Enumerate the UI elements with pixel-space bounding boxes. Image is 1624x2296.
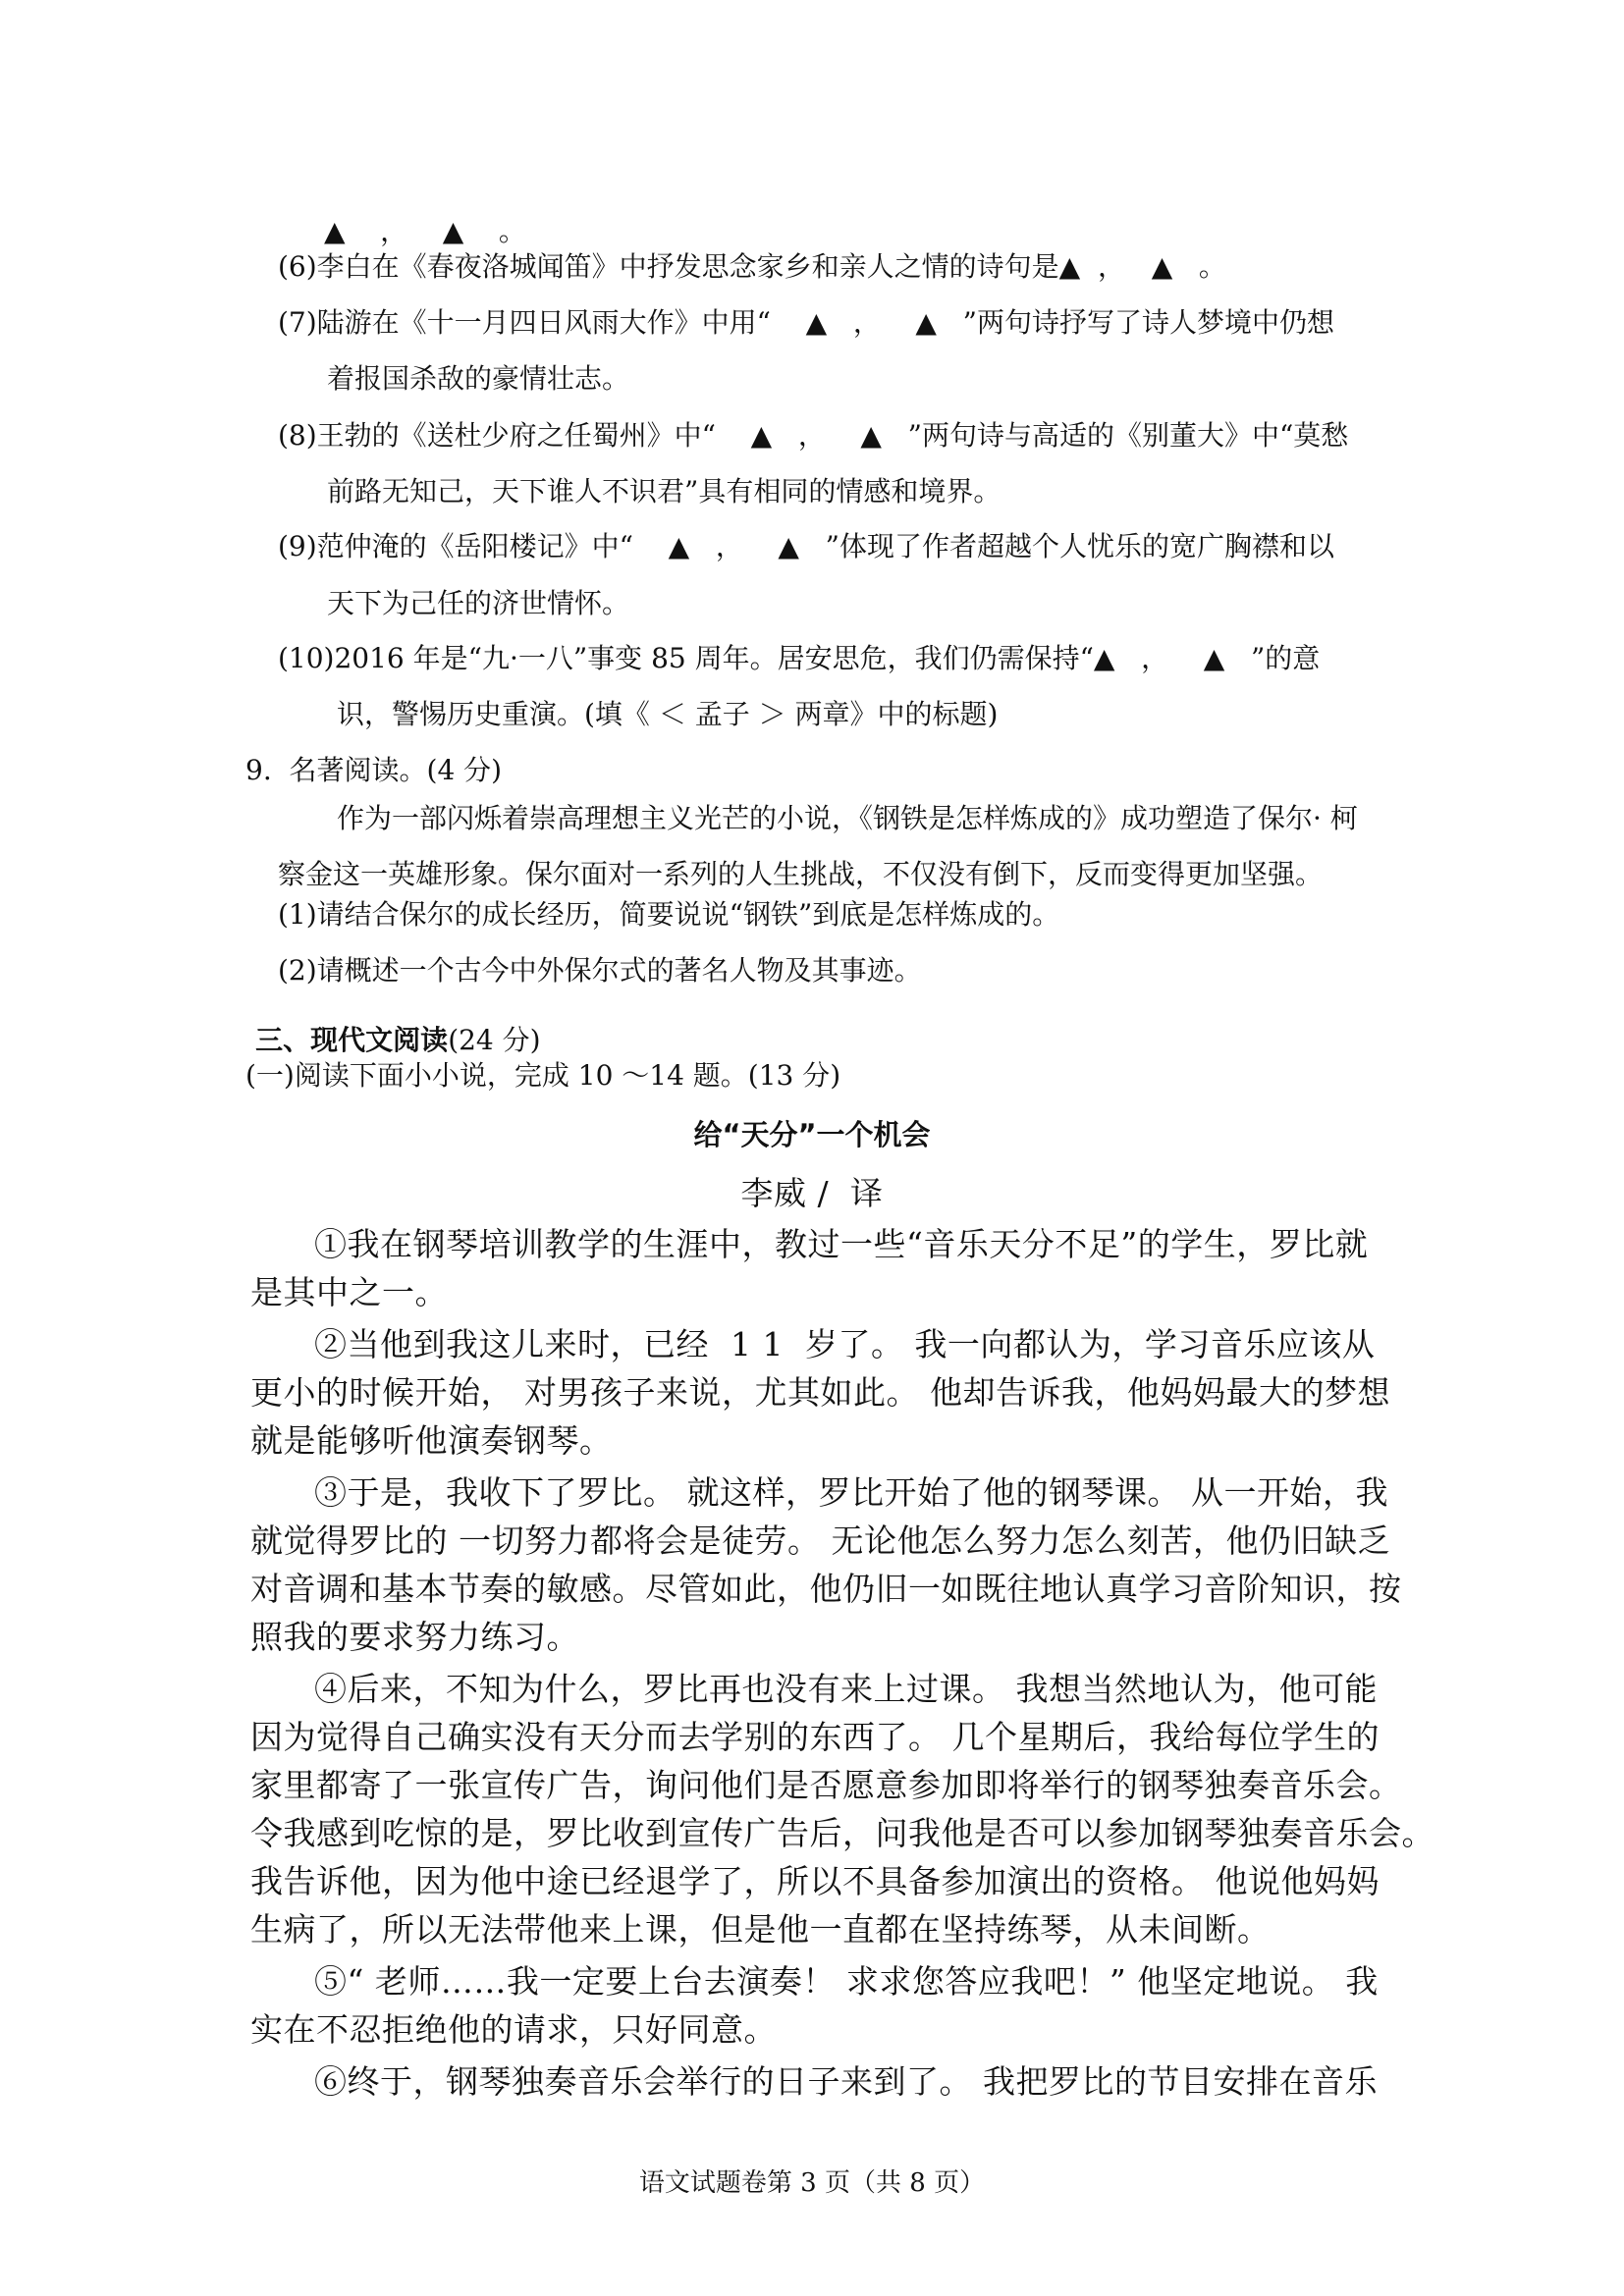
story-line: ⑤“ 老师……我一定要上台去演奏！ 求求您答应我吧！” 他坚定地说。 我: [314, 1962, 1379, 2001]
story-byline: 李威 / 译: [740, 1174, 884, 1212]
story-line: 更小的时候开始， 对男孩子来说，尤其如此。 他却告诉我，他妈妈最大的梦想: [250, 1373, 1390, 1412]
story-line: ③于是，我收下了罗比。 就这样，罗比开始了他的钢琴课。 从一开始，我: [314, 1473, 1388, 1512]
question-7-line-1: (7)陆游在《十一月四日风雨大作》中用“ ▲ ， ▲ ”两句诗抒写了诗人梦境中仍想: [278, 306, 1334, 339]
question-9-line-1: (9)范仲淹的《岳阳楼记》中“ ▲ ， ▲ ”体现了作者超越个人忧乐的宽广胸襟和以: [278, 530, 1334, 562]
mingzhu-intro-line-1: 作为一部闪烁着崇高理想主义光芒的小说，《钢铁是怎样炼成的》成功塑造了保尔· 柯: [337, 802, 1358, 834]
story-line: 生病了，所以无法带他来上课，但是他一直都在坚持练琴，从未间断。: [250, 1910, 1271, 1949]
story-line: 对音调和基本节奏的敏感。尽管如此，他仍旧一如既往地认真学习音阶知识，按: [250, 1570, 1402, 1608]
story-line: 令我感到吃惊的是，罗比收到宣传广告后，问我他是否可以参加钢琴独奏音乐会。: [250, 1814, 1435, 1852]
story-line: 就觉得罗比的 一切努力都将会是徒劳。 无论他怎么努力怎么刻苦，他仍旧缺乏: [250, 1522, 1390, 1560]
story-line: 因为觉得自己确实没有天分而去学别的东西了。 几个星期后，我给每位学生的: [250, 1718, 1380, 1756]
story-line: 家里都寄了一张宣传广告，询问他们是否愿意参加即将举行的钢琴独奏音乐会。: [250, 1766, 1402, 1804]
story-line: 照我的要求努力练习。: [250, 1618, 579, 1656]
page-footer: 语文试题卷第 3 页（共 8 页）: [638, 2168, 986, 2198]
story-line: 我告诉他，因为他中途已经退学了，所以不具备参加演出的资格。 他说他妈妈: [250, 1862, 1380, 1900]
blanks-continuation: ▲ ， ▲ 。: [324, 215, 526, 247]
story-line: ⑥终于，钢琴独奏音乐会举行的日子来到了。 我把罗比的节目安排在音乐: [314, 2062, 1378, 2101]
mingzhu-subquestion-2: (2)请概述一个古今中外保尔式的著名人物及其事迹。: [278, 954, 922, 987]
mingzhu-intro-line-2: 察金这一英雄形象。保尔面对一系列的人生挑战，不仅没有倒下，反而变得更加坚强。: [278, 858, 1324, 890]
question-7-line-2: 着报国杀敌的豪情壮志。: [327, 362, 630, 395]
question-9-line-2: 天下为己任的济世情怀。: [327, 587, 630, 619]
question-8-line-2: 前路无知己，天下谁人不识君”具有相同的情感和境界。: [327, 475, 1001, 507]
section-3-heading: [245, 1011, 541, 1054]
section-3-score: (24 分): [448, 1024, 541, 1056]
section-3-title: 三、现代文阅读: [255, 1024, 449, 1056]
story-line: 实在不忍拒绝他的请求，只好同意。: [250, 2010, 777, 2049]
section-3-subheading: (一)阅读下面小小说，完成 10 ～14 题。(13 分): [245, 1059, 841, 1092]
story-line: 是其中之一。: [250, 1273, 448, 1311]
story-title: 给“天分”一个机会: [693, 1118, 931, 1151]
question-10-line-1: (10)2016 年是“九·一八”事变 85 周年。居安思危，我们仍需保持“▲ ， ▲ ”的意: [278, 642, 1321, 674]
question-10-line-2: 识，警惕历史重演。(填《 ＜ 孟子 ＞ 两章》中的标题): [337, 698, 999, 730]
mingzhu-heading: 9. 名著阅读。(4 分): [245, 754, 503, 786]
question-8-line-1: (8)王勃的《送杜少府之任蜀州》中“ ▲ ， ▲ ”两句诗与高适的《别董大》中“莫愁: [278, 419, 1349, 452]
question-6: (6)李白在《春夜洛城闻笛》中抒发思念家乡和亲人之情的诗句是▲ ， ▲ 。: [278, 250, 1226, 283]
story-line: ①我在钢琴培训教学的生涯中，教过一些“音乐天分不足”的学生，罗比就: [314, 1225, 1369, 1263]
story-line: 就是能够听他演奏钢琴。: [250, 1421, 613, 1460]
story-line: ④后来，不知为什么，罗比再也没有来上过课。 我想当然地认为，他可能: [314, 1670, 1378, 1708]
mingzhu-subquestion-1: (1)请结合保尔的成长经历，简要说说“钢铁”到底是怎样炼成的。: [278, 898, 1060, 931]
story-line: ②当他到我这儿来时，已经 1 1 岁了。 我一向都认为，学习音乐应该从: [314, 1325, 1376, 1363]
